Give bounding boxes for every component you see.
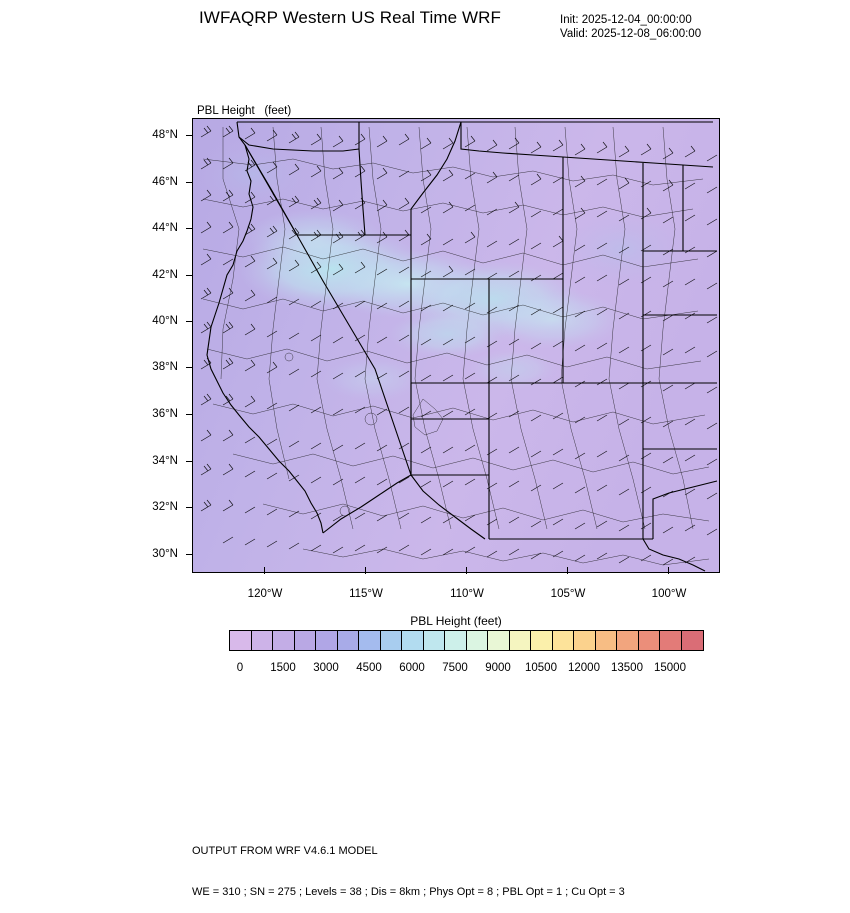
colorbar-ticks [192, 662, 720, 678]
model-run-times [560, 13, 701, 41]
map-plot [192, 118, 720, 573]
colorbar-tick-label: 15000 [654, 662, 686, 674]
colorbar-swatch [316, 631, 338, 650]
colorbar-tick-label: 9000 [485, 662, 511, 674]
colorbar-swatch [617, 631, 639, 650]
colorbar-swatch [252, 631, 274, 650]
axis-label-lon-115: 115°W [349, 588, 383, 600]
axis-label-lat-34: 34°N [152, 455, 178, 467]
axis-tick-lat-42 [186, 275, 193, 276]
axis-tick-lat-34 [186, 461, 193, 462]
axis-tick-lon-105 [567, 567, 568, 574]
axis-tick-lon-115 [365, 567, 366, 574]
valid-time: Valid: 2025-12-08_06:00:00 [560, 28, 702, 40]
colorbar-swatch [445, 631, 467, 650]
axis-label-lat-46: 46°N [152, 176, 178, 188]
axis-tick-lat-30 [186, 554, 193, 555]
colorbar-swatch [295, 631, 317, 650]
axis-label-lat-38: 38°N [152, 361, 178, 373]
colorbar-tick-label: 10500 [525, 662, 557, 674]
axis-tick-lat-44 [186, 228, 193, 229]
page-title: IWFAQRP Western US Real Time WRF [198, 8, 501, 27]
axis-label-lat-42: 42°N [152, 269, 178, 281]
colorbar-swatch [682, 631, 704, 650]
colorbar-swatch [596, 631, 618, 650]
colorbar-swatch [660, 631, 682, 650]
colorbar-swatch [574, 631, 596, 650]
axis-tick-lat-36 [186, 414, 193, 415]
axis-label-lat-44: 44°N [152, 222, 178, 234]
axis-tick-lat-40 [186, 321, 193, 322]
colorbar-swatch [467, 631, 489, 650]
colorbar [229, 630, 704, 651]
axis-label-lat-36: 36°N [152, 408, 178, 420]
colorbar-tick-label: 13500 [611, 662, 643, 674]
colorbar-tick-label: 4500 [356, 662, 382, 674]
colorbar-swatch [531, 631, 553, 650]
init-time: Init: 2025-12-04_00:00:00 [560, 14, 692, 26]
colorbar-swatch [381, 631, 403, 650]
colorbar-swatch [553, 631, 575, 650]
colorbar-swatch [424, 631, 446, 650]
colorbar-swatch [402, 631, 424, 650]
colorbar-tick-label: 7500 [442, 662, 468, 674]
pbl-height-label: PBL Height (feet) [197, 105, 292, 117]
axis-tick-lon-120 [264, 567, 265, 574]
axis-label-lon-105: 105°W [550, 588, 586, 600]
axis-label-lat-30: 30°N [152, 548, 178, 560]
footer-line-1: OUTPUT FROM WRF V4.6.1 MODEL [192, 845, 378, 857]
colorbar-title: PBL Height (feet) [410, 614, 502, 628]
colorbar-tick-label: 3000 [313, 662, 339, 674]
colorbar-tick-label: 0 [236, 662, 244, 674]
axis-tick-lat-32 [186, 507, 193, 508]
axis-tick-lon-110 [466, 567, 467, 574]
axis-tick-lat-38 [186, 367, 193, 368]
model-info-footer [192, 818, 625, 913]
colorbar-swatch [273, 631, 295, 650]
colorbar-tick-label: 1500 [270, 662, 296, 674]
axis-label-lat-48: 48°N [152, 129, 178, 141]
axis-label-lon-110: 110°W [450, 588, 484, 600]
colorbar-tick-label: 6000 [399, 662, 425, 674]
colorbar-swatch [488, 631, 510, 650]
axis-tick-lat-48 [186, 135, 193, 136]
colorbar-swatch [359, 631, 381, 650]
axis-label-lat-40: 40°N [152, 315, 178, 327]
footer-line-2: WE = 310 ; SN = 275 ; Levels = 38 ; Dis = 8km ; Phys Opt = 8 ; PBL Opt = 1 ; Cu Opt = 3 [192, 885, 625, 898]
axis-label-lat-32: 32°N [152, 501, 178, 513]
axis-label-lon-100: 100°W [651, 588, 687, 600]
colorbar-swatch [230, 631, 252, 650]
colorbar-tick-label: 12000 [568, 662, 600, 674]
colorbar-swatch [639, 631, 661, 650]
colorbar-swatch [510, 631, 532, 650]
axis-label-lon-120: 120°W [247, 588, 283, 600]
axis-tick-lat-46 [186, 182, 193, 183]
axis-tick-lon-100 [668, 567, 669, 574]
colorbar-swatch [338, 631, 360, 650]
